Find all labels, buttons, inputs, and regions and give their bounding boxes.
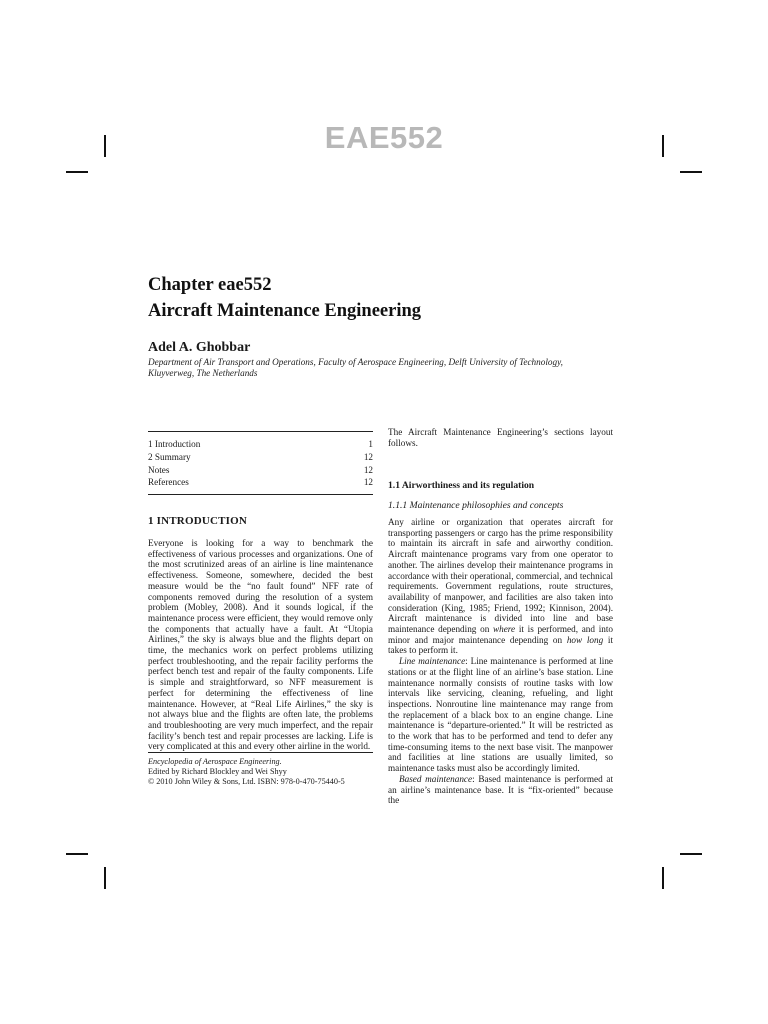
emphasis-where: where bbox=[493, 624, 516, 635]
author-affiliation-line1: Department of Air Transport and Operations, Faculty of Aerospace Engineering, Delft University of Technology, bbox=[148, 357, 563, 367]
toc-bottom-rule bbox=[148, 494, 373, 495]
crop-mark-bottom-right-horizontal bbox=[680, 853, 702, 855]
author-name: Adel A. Ghobbar bbox=[148, 340, 251, 355]
section-heading-introduction: 1 INTRODUCTION bbox=[148, 515, 248, 527]
introduction-paragraph: Everyone is looking for a way to benchmark the effectiveness of various processes and organizations. One of the most scrutinized areas of an airline is line maintenance effectiveness. Someone, somewhere, decided the best measure would be the “no fault found” NFF rate of components removed during the resolution of a system problem (Mobley, 2008). And it sounds logical, if the maintenance process were efficient, they would remove only the components that actually have a fault. At “Utopia Airlines,” the sky is always blue and the flights depart on time, the mechanics work on perfect problems utilizing perfect troubleshooting, and the repair facility performs the perfect bench test and repair of the faulty components. Life is simple and straightforward, so NFF measurement is perfect for determining the effectiveness of line maintenance. However, at “Real Life Airlines,” the sky is not always blue and the flights are often late, the problems and troubleshooting are very much imperfect, and the repair facility’s bench test and repair processes are lacking. Life is very complicated at this and every other airline in the world. bbox=[148, 538, 373, 752]
toc-page: 12 bbox=[363, 464, 373, 475]
publication-footnote bbox=[148, 752, 373, 787]
header-code: EAE552 bbox=[324, 120, 444, 155]
line-maintenance-paragraph bbox=[388, 656, 613, 774]
toc-label: Notes bbox=[148, 464, 170, 475]
footnote-book-title: Encyclopedia of Aerospace Engineering. bbox=[148, 757, 282, 766]
chapter-title: Aircraft Maintenance Engineering bbox=[148, 301, 422, 321]
toc-row[interactable] bbox=[148, 476, 373, 489]
crop-mark-bottom-left-horizontal bbox=[66, 853, 88, 855]
paragraph-text: : Line maintenance is performed at line stations or at the flight line of an airline’s base station. Line maintenance normally consists of routine tasks with low intervals like servicing, cleaning, refueling, and light inspections. Nonroutine line maintenance may range from the replacement of a black box to an engine change. Line maintenance is “departure-oriented.” It will be restricted as to the work that has to be performed and tend to defer any time-consuming items to the next base visit. The manpower and facilities at line stations are usually limited, so maintenance tasks must also be accordingly limited. bbox=[388, 656, 614, 774]
term-based-maintenance: Based maintenance bbox=[399, 773, 473, 784]
based-maintenance-paragraph bbox=[388, 774, 613, 806]
philosophies-paragraph bbox=[388, 517, 613, 656]
footnote-editors: Edited by Richard Blockley and Wei Shyy bbox=[148, 767, 287, 776]
right-column bbox=[388, 517, 613, 806]
table-of-contents bbox=[148, 431, 373, 495]
crop-mark-top-left-horizontal bbox=[66, 171, 88, 173]
chapter-label: Chapter eae552 bbox=[148, 275, 272, 295]
crop-mark-bottom-right-vertical bbox=[662, 867, 664, 889]
paragraph-text: : Based maintenance is performed at an airline’s maintenance base. It is “fix-oriented” because the bbox=[388, 773, 613, 806]
subsection-heading: 1.1 Airworthiness and its regulation bbox=[388, 480, 535, 491]
emphasis-how-long: how long bbox=[566, 634, 604, 645]
toc-page: 12 bbox=[363, 477, 373, 488]
author-affiliation-line2: Kluyverweg, The Netherlands bbox=[148, 368, 258, 378]
toc-row[interactable] bbox=[148, 451, 373, 464]
left-column bbox=[148, 538, 373, 752]
footnote-copyright: © 2010 John Wiley & Sons, Ltd. ISBN: 978-0-470-75440-5 bbox=[148, 777, 345, 786]
sections-layout-intro: The Aircraft Maintenance Engineering’s sections layout follows. bbox=[388, 427, 613, 448]
paragraph-text: it is performed, and into minor and major maintenance depending on bbox=[388, 624, 613, 645]
paragraph-text: Any airline or organization that operates aircraft for transporting passengers or cargo has the prime responsibility to maintain its aircraft in safe and airworthy condition. Aircraft maintenance programs vary from one operator to another. The airlines develop their maintenance programs in accordance with their operational, commercial, and technical requirements. Government regulations, route structures, availability of manpower, and facilities are also taken into consideration (King, 1985; Friend, 1992; Kinnison, 2004). Aircraft maintenance is divided into line and base maintenance depending on bbox=[388, 517, 613, 635]
footnote-rule bbox=[148, 752, 373, 753]
paragraph-text: it takes to perform it. bbox=[388, 634, 614, 656]
subsubsection-heading: 1.1.1 Maintenance philosophies and concepts bbox=[388, 500, 564, 511]
toc-label: 1 Introduction bbox=[148, 439, 201, 449]
toc-row[interactable] bbox=[148, 464, 373, 477]
toc-row[interactable] bbox=[148, 438, 373, 451]
toc-page: 12 bbox=[363, 451, 373, 462]
crop-mark-bottom-left-vertical bbox=[104, 867, 106, 889]
toc-label: 2 Summary bbox=[148, 451, 191, 462]
toc-label: References bbox=[148, 477, 189, 488]
toc-page: 1 bbox=[368, 439, 373, 449]
crop-mark-top-right-horizontal bbox=[680, 171, 702, 173]
term-line-maintenance: Line maintenance bbox=[399, 656, 466, 667]
